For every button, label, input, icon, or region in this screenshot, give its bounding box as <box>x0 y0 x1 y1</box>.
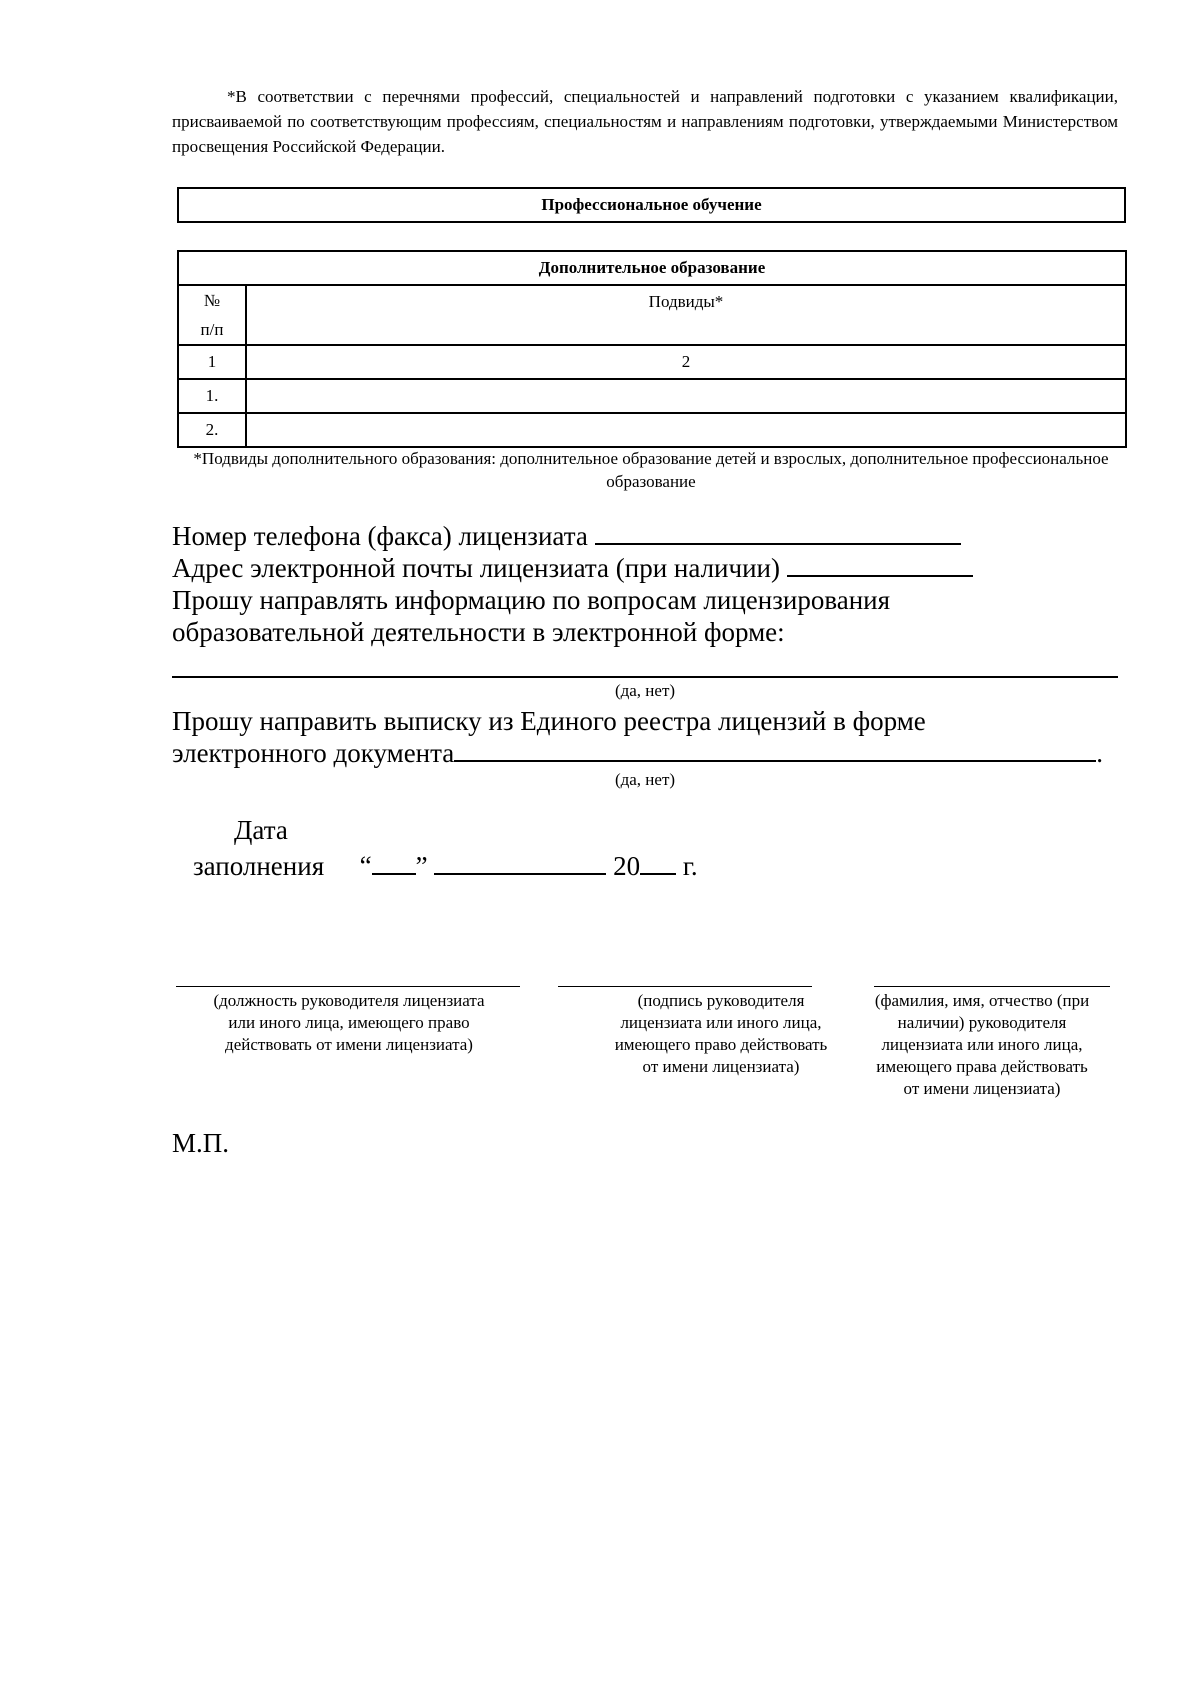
name-caption-line: имеющего права действовать <box>876 1057 1088 1076</box>
prof-training-title: Профессиональное обучение <box>541 195 762 214</box>
table-row <box>178 379 1126 413</box>
email-field[interactable] <box>787 555 973 577</box>
date-line <box>193 850 698 882</box>
extract-end: . <box>1096 738 1103 768</box>
name-caption-line: (фамилия, имя, отчество (при <box>874 991 1090 1010</box>
position-caption-line: (должность руководителя лицензиата <box>213 991 485 1010</box>
name-caption-line: наличии) руководителя <box>897 1013 1067 1032</box>
day-field[interactable] <box>372 853 416 875</box>
phone-label: Номер телефона (факса) лицензиата <box>172 521 588 551</box>
email-label: Адрес электронной почты лицензиата (при наличии) <box>172 553 780 583</box>
extract-line1: Прошу направить выписку из Единого реестра лицензий в форме <box>172 706 926 736</box>
name-caption-line: лицензиата или иного лица, <box>881 1035 1083 1054</box>
signature-caption-line: (подпись руководителя <box>637 991 805 1010</box>
info-request-line2: образовательной деятельности в электронной форме: <box>172 617 785 647</box>
month-field[interactable] <box>434 853 606 875</box>
qualification-note: *В соответствии с перечнями профессий, специальностей и направлений подготовки с указанием квалификации, присваиваемой по соответствующим профессиям, специальностям и направлениям подготовки, утверждаемыми Министерством просвещения Российской Федерации. <box>172 87 1118 156</box>
year-prefix: 20 <box>613 851 641 881</box>
table-row <box>178 413 1126 447</box>
extract-label: электронного документа <box>172 738 455 768</box>
extract-field[interactable] <box>454 740 1096 762</box>
yes-no-hint-1: (да, нет) <box>614 681 676 700</box>
col-num-header <box>178 285 246 345</box>
row-subtype-value[interactable] <box>246 379 1126 413</box>
year-suffix: г. <box>682 851 698 881</box>
date-label-line2: заполнения <box>193 851 325 881</box>
name-sign-line[interactable] <box>874 986 1110 987</box>
row-num: 1. <box>178 379 246 413</box>
email-line <box>172 552 973 584</box>
position-caption-line: действовать от имени лицензиата) <box>225 1035 473 1054</box>
signature-caption-line: лицензиата или иного лица, <box>620 1013 822 1032</box>
index-cell-1: 1 <box>178 345 246 379</box>
row-subtype-value[interactable] <box>246 413 1126 447</box>
date-label-line1: Дата <box>234 815 288 845</box>
year-field[interactable] <box>640 853 676 875</box>
position-caption-line: или иного лица, имеющего право <box>228 1013 470 1032</box>
additional-education-table <box>177 250 1127 448</box>
stamp-place: М.П. <box>172 1128 230 1158</box>
prof-training-box <box>177 187 1126 223</box>
additional-education-title: Дополнительное образование <box>178 251 1126 285</box>
info-request-line1: Прошу направлять информацию по вопросам лицензирования <box>172 585 891 615</box>
phone-field[interactable] <box>595 523 961 545</box>
signature-sign-line[interactable] <box>558 986 812 987</box>
col-num-line1: № <box>203 291 221 310</box>
subtypes-footnote: *Подвиды дополнительного образования: дополнительное образование детей и взрослых, дополнительное профессиональное образование <box>193 449 1109 491</box>
signature-caption <box>574 990 868 1078</box>
col-subtypes-header: Подвиды* <box>246 285 1126 345</box>
signature-caption-line: имеющего право действовать <box>614 1035 828 1054</box>
extract-line2 <box>172 737 1103 769</box>
position-caption <box>174 990 524 1056</box>
index-row <box>178 345 1126 379</box>
position-sign-line[interactable] <box>176 986 520 987</box>
name-caption <box>844 990 1120 1100</box>
phone-line <box>172 520 961 552</box>
open-quote: “ <box>359 851 372 881</box>
row-num: 2. <box>178 413 246 447</box>
index-cell-2: 2 <box>246 345 1126 379</box>
info-request-field[interactable] <box>172 676 1118 678</box>
signature-caption-line: от имени лицензиата) <box>642 1057 800 1076</box>
close-quote: ” <box>415 851 428 881</box>
yes-no-hint-2: (да, нет) <box>614 770 676 789</box>
col-num-line2: п/п <box>200 320 224 339</box>
name-caption-line: от имени лицензиата) <box>903 1079 1061 1098</box>
